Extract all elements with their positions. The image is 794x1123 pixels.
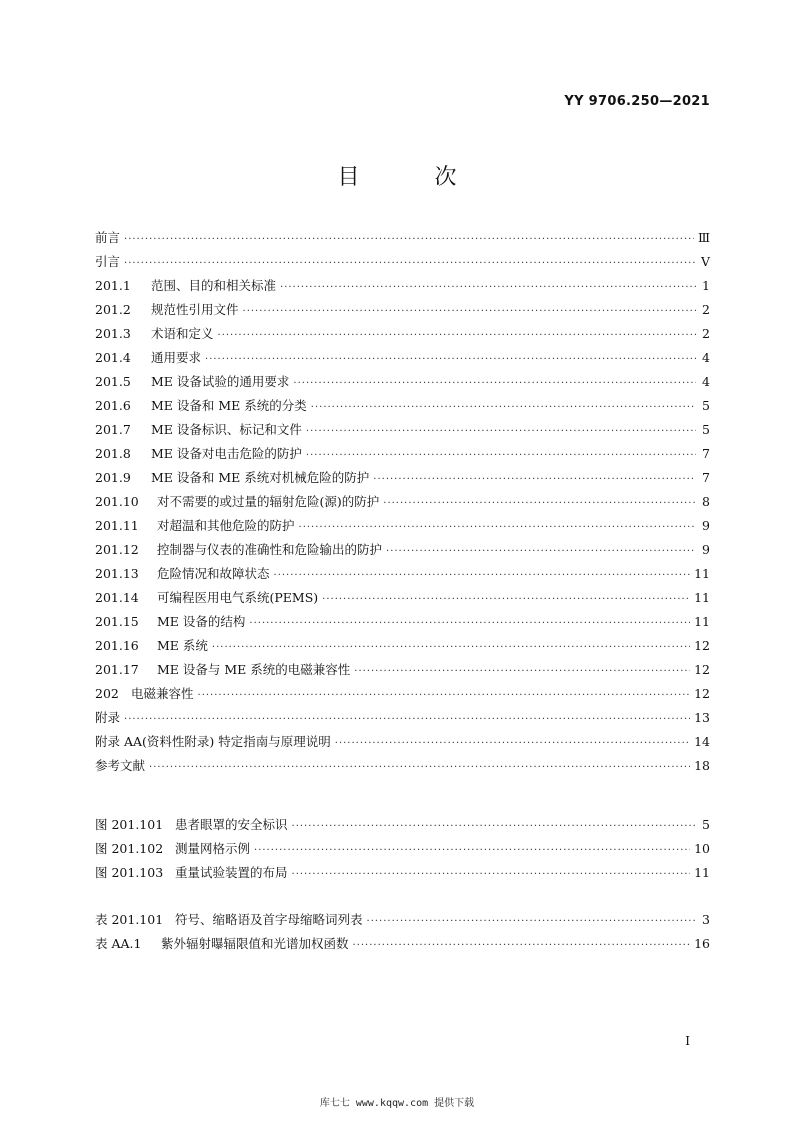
- toc-entry-label: 规范性引用文件: [151, 302, 239, 317]
- toc-entry-page: 2: [702, 302, 710, 317]
- figure-page: 5: [702, 817, 710, 832]
- toc-entry-number: 201.7: [95, 422, 131, 437]
- figure-page: 11: [694, 865, 710, 880]
- toc-entry[interactable]: [95, 418, 710, 442]
- toc-entry-label: 前言: [95, 230, 121, 245]
- table-list: [95, 908, 710, 956]
- toc-entry-number: 201.8: [95, 446, 131, 461]
- toc-entry-page: 11: [694, 566, 710, 581]
- toc-entry-label: 术语和定义: [151, 326, 214, 341]
- table-number: 表 201.101: [95, 912, 164, 927]
- page-number: I: [685, 1034, 690, 1048]
- toc-entry[interactable]: [95, 586, 710, 610]
- toc-entry-page: 18: [694, 758, 710, 773]
- toc-leader-dots: [249, 612, 690, 636]
- toc-entry-page: 4: [702, 374, 710, 389]
- toc-leader-dots: [198, 684, 691, 708]
- footer-watermark: 库七七 www.kqqw.com 提供下载: [319, 1098, 475, 1109]
- toc-entry[interactable]: [95, 490, 710, 514]
- toc-entry-page: Ⅴ: [700, 254, 710, 269]
- toc-entry-label: 危险情况和故障状态: [157, 566, 270, 581]
- toc-entry-page: 9: [702, 542, 710, 557]
- toc-entry[interactable]: [95, 226, 710, 250]
- toc-entry-page: 1: [702, 278, 710, 293]
- toc-entry-page: 12: [694, 638, 710, 653]
- toc-entry-label: 可编程医用电气系统(PEMS): [157, 590, 319, 605]
- toc-entry-number: 201.16: [95, 638, 139, 653]
- toc-leader-dots: [299, 516, 696, 540]
- toc-entry-number: 201.17: [95, 662, 139, 677]
- toc-entry-page: Ⅲ: [697, 230, 710, 245]
- standard-number: YY 9706.250—2021: [564, 94, 710, 109]
- toc-leader-dots: [205, 348, 696, 372]
- figure-entry[interactable]: [95, 861, 710, 885]
- toc-entry-page: 13: [694, 710, 710, 725]
- toc-leader-dots: [322, 588, 690, 612]
- figure-number: 图 201.101: [95, 817, 164, 832]
- toc-entry-label: 附录: [95, 710, 121, 725]
- toc-entry[interactable]: [95, 538, 710, 562]
- toc-contents: [95, 226, 710, 778]
- toc-entry[interactable]: [95, 658, 710, 682]
- toc-entry-page: 11: [694, 590, 710, 605]
- toc-entry-label: 参考文献: [95, 758, 146, 773]
- toc-entry-number: 201.11: [95, 518, 139, 533]
- toc-entry-label: ME 设备和 ME 系统的分类: [151, 398, 307, 413]
- toc-entry-number: 201.2: [95, 302, 131, 317]
- toc-entry-label: 电磁兼容性: [131, 686, 194, 701]
- toc-entry-label: 对不需要的或过量的辐射危险(源)的防护: [157, 494, 380, 509]
- figure-number: 图 201.103: [95, 865, 164, 880]
- toc-entry-label: ME 设备对电击危险的防护: [151, 446, 302, 461]
- toc-leader-dots: [386, 540, 696, 564]
- toc-entry-number: 201.14: [95, 590, 139, 605]
- toc-entry-page: 2: [702, 326, 710, 341]
- toc-leader-dots: [218, 324, 696, 348]
- toc-leader-dots: [124, 228, 694, 252]
- toc-leader-dots: [306, 420, 696, 444]
- toc-leader-dots: [292, 815, 696, 839]
- table-page: 3: [702, 912, 710, 927]
- toc-entry-label: ME 设备试验的通用要求: [151, 374, 290, 389]
- toc-leader-dots: [274, 564, 691, 588]
- toc-leader-dots: [383, 492, 696, 516]
- toc-leader-dots: [292, 863, 691, 887]
- toc-entry-number: 201.10: [95, 494, 139, 509]
- toc-entry-number: 201.9: [95, 470, 131, 485]
- toc-entry[interactable]: [95, 442, 710, 466]
- toc-leader-dots: [335, 732, 690, 756]
- toc-entry-page: 4: [702, 350, 710, 365]
- toc-entry-label: ME 系统: [157, 638, 208, 653]
- toc-entry[interactable]: [95, 610, 710, 634]
- table-label: 符号、缩略语及首字母缩略词列表: [175, 912, 363, 927]
- toc-entry-page: 11: [694, 614, 710, 629]
- toc-leader-dots: [293, 372, 696, 396]
- toc-entry[interactable]: [95, 322, 710, 346]
- toc-entry-number: 201.12: [95, 542, 139, 557]
- toc-entry[interactable]: [95, 250, 710, 274]
- toc-leader-dots: [280, 276, 696, 300]
- figure-label: 患者眼罩的安全标识: [175, 817, 288, 832]
- toc-entry-label: 通用要求: [151, 350, 202, 365]
- toc-leader-dots: [212, 636, 690, 660]
- toc-entry-label: ME 设备标识、标记和文件: [151, 422, 302, 437]
- toc-entry-page: 5: [702, 422, 710, 437]
- figure-label: 测量网格示例: [175, 841, 251, 856]
- table-page: 16: [694, 936, 710, 951]
- toc-entry-page: 12: [694, 686, 710, 701]
- toc-entry-label: ME 设备与 ME 系统的电磁兼容性: [157, 662, 351, 677]
- toc-entry-page: 14: [694, 734, 710, 749]
- toc-entry-page: 5: [702, 398, 710, 413]
- toc-entry-page: 7: [702, 446, 710, 461]
- figure-label: 重量试验装置的布局: [175, 865, 288, 880]
- figure-list: [95, 813, 710, 885]
- toc-entry-number: 201.1: [95, 278, 131, 293]
- toc-entry[interactable]: [95, 514, 710, 538]
- figure-page: 10: [694, 841, 710, 856]
- toc-entry[interactable]: [95, 706, 710, 730]
- toc-entry[interactable]: [95, 394, 710, 418]
- toc-entry-page: 8: [702, 494, 710, 509]
- toc-entry[interactable]: [95, 634, 710, 658]
- toc-entry-page: 12: [694, 662, 710, 677]
- toc-entry-number: 201.4: [95, 350, 131, 365]
- toc-entry[interactable]: [95, 562, 710, 586]
- table-label: 紫外辐射曝辐限值和光谱加权函数: [161, 936, 349, 951]
- figure-entry[interactable]: [95, 813, 710, 837]
- toc-leader-dots: [353, 934, 691, 958]
- toc-leader-dots: [367, 910, 696, 934]
- toc-entry[interactable]: [95, 682, 710, 706]
- toc-leader-dots: [149, 756, 690, 780]
- toc-entry-label: 对超温和其他危险的防护: [157, 518, 295, 533]
- toc-entry[interactable]: [95, 346, 710, 370]
- toc-entry[interactable]: [95, 466, 710, 490]
- toc-leader-dots: [124, 252, 696, 276]
- table-entry[interactable]: [95, 932, 710, 956]
- toc-entry-label: ME 设备的结构: [157, 614, 246, 629]
- toc-leader-dots: [306, 444, 696, 468]
- toc-entry-number: 201.13: [95, 566, 139, 581]
- toc-leader-dots: [354, 660, 690, 684]
- toc-leader-dots: [124, 708, 690, 732]
- toc-leader-dots: [311, 396, 696, 420]
- toc-entry-label: 范围、目的和相关标准: [151, 278, 277, 293]
- toc-entry-label: ME 设备和 ME 系统对机械危险的防护: [151, 470, 370, 485]
- figure-number: 图 201.102: [95, 841, 164, 856]
- table-number: 表 AA.1: [95, 936, 142, 951]
- toc-entry[interactable]: [95, 754, 710, 778]
- toc-entry-number: 201.3: [95, 326, 131, 341]
- figure-entry[interactable]: [95, 837, 710, 861]
- toc-entry[interactable]: [95, 370, 710, 394]
- toc-entry-number: 201.5: [95, 374, 131, 389]
- toc-leader-dots: [243, 300, 696, 324]
- toc-entry-page: 7: [702, 470, 710, 485]
- toc-entry-number: 201.15: [95, 614, 139, 629]
- toc-entry-label: 引言: [95, 254, 121, 269]
- toc-entry-label: 附录 AA(资料性附录) 特定指南与原理说明: [95, 734, 331, 749]
- table-entry[interactable]: [95, 908, 710, 932]
- toc-entry-page: 9: [702, 518, 710, 533]
- toc-entry[interactable]: [95, 730, 710, 754]
- toc-entry[interactable]: [95, 298, 710, 322]
- toc-entry-number: 202: [95, 686, 119, 701]
- toc-entry-number: 201.6: [95, 398, 131, 413]
- toc-entry-label: 控制器与仪表的准确性和危险输出的防护: [157, 542, 383, 557]
- toc-entry[interactable]: [95, 274, 710, 298]
- toc-leader-dots: [373, 468, 696, 492]
- toc-leader-dots: [254, 839, 690, 863]
- page-title: 目 次: [337, 165, 491, 190]
